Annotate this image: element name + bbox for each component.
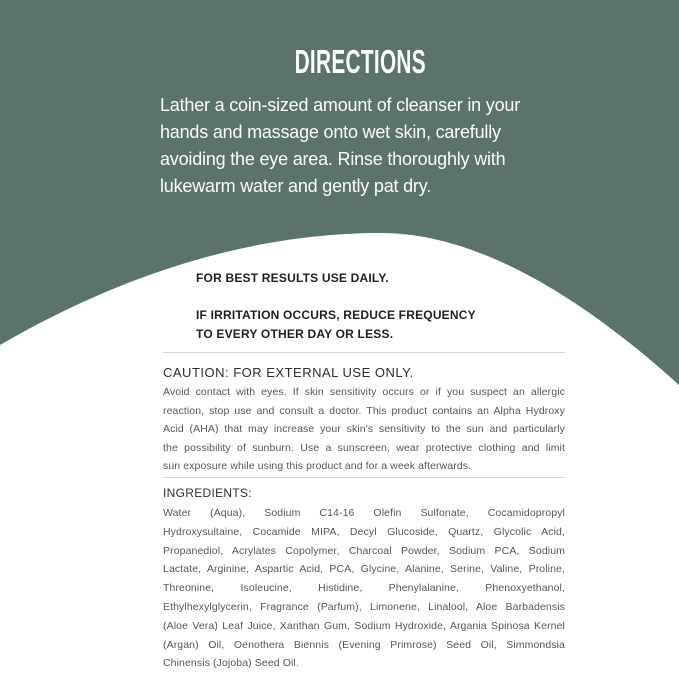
text-line: TO EVERY OTHER DAY OR LESS. xyxy=(196,327,394,341)
text-line: Chinensis (Jojoba) Seed Oil. xyxy=(163,657,299,670)
text-line: (Aloe Vera) Leaf Juice, Xanthan Gum, Sodium Hydroxide, Argania Spinosa Kernel xyxy=(163,619,565,632)
caution-body-text xyxy=(163,383,565,476)
ingredients-heading: INGREDIENTS: xyxy=(163,486,252,500)
directions-title-text: DIRECTIONS xyxy=(294,43,426,80)
text-line: Hydroxysultaine, Cocamide MIPA, Decyl Glucoside, Quartz, Glycolic Acid, xyxy=(163,525,565,538)
text-line: (Argan) Oil, Oenothera Biennis (Evening Primrose) Seed Oil, Simmondsia xyxy=(163,638,565,651)
caution-heading: CAUTION: FOR EXTERNAL USE ONLY. xyxy=(163,365,414,380)
text-line: Propanediol, Acrylates Copolymer, Charcoal Powder, Sodium PCA, Sodium xyxy=(163,544,565,557)
text-line: Lactate, Arginine, Aspartic Acid, PCA, Glycine, Alanine, Serine, Valine, Proline, xyxy=(163,563,565,576)
text-line: IF IRRITATION OCCURS, REDUCE FREQUENCY xyxy=(196,308,476,322)
text-line: Lather a coin-sized amount of cleanser in your xyxy=(160,95,521,115)
text-line: Threonine, Isoleucine, Histidine, Phenylalanine, Phenoxyethanol, xyxy=(163,582,565,595)
text-line: Acid (AHA) that may increase your skin's sensitivity to the sun and particularly xyxy=(163,423,565,435)
text-line: Ethylhexylglycerin, Fragrance (Parfum), Limonene, Linalool, Aloe Barbadensis xyxy=(163,600,565,613)
divider-above-caution xyxy=(163,352,565,353)
text-line: Avoid contact with eyes. If skin sensitivity occurs or if you suspect an allergic xyxy=(163,386,565,398)
directions-title xyxy=(160,44,560,80)
text-line: Water (Aqua), Sodium C14-16 Olefin Sulfonate, Cocamidopropyl xyxy=(163,507,565,519)
text-line: sun exposure while using this product and for a week afterwards. xyxy=(163,460,472,472)
text-line: reaction, stop use and consult a doctor. This product contains an Alpha Hydroxy xyxy=(163,404,565,417)
usage-daily-note: FOR BEST RESULTS USE DAILY. xyxy=(196,271,389,285)
text-line: lukewarm water and gently pat dry. xyxy=(160,176,431,196)
ingredients-body-text xyxy=(163,504,565,673)
text-line: the possibility of sunburn. Use a sunscreen, wear protective clothing and limit xyxy=(163,441,565,454)
text-line: avoiding the eye area. Rinse thoroughly with xyxy=(160,149,506,169)
directions-body-text xyxy=(160,92,580,200)
usage-irritation-note xyxy=(196,306,476,344)
text-line: hands and massage onto wet skin, carefully xyxy=(160,122,501,142)
divider-above-ingredients xyxy=(163,477,565,478)
